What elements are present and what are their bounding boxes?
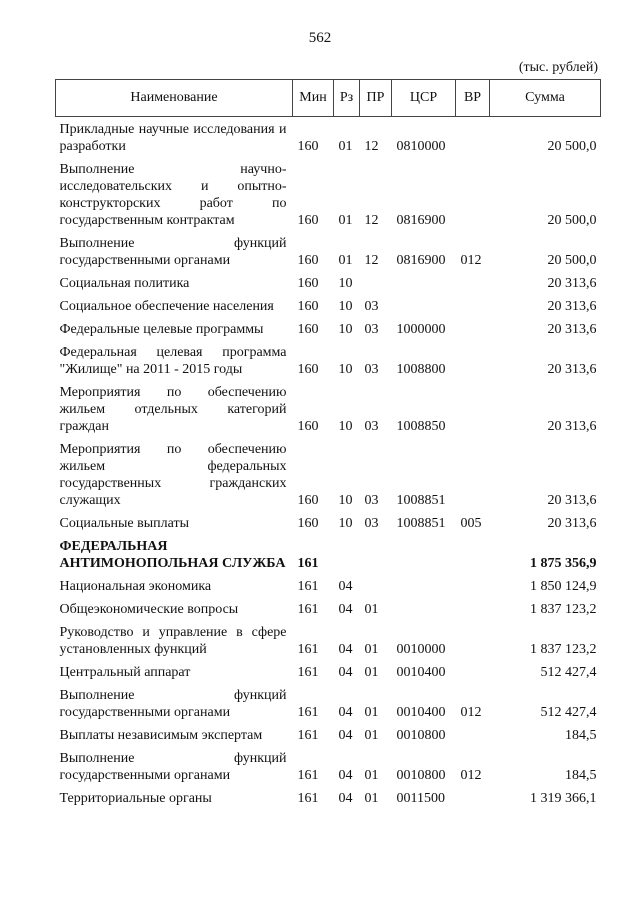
- cell-csr: [392, 574, 456, 597]
- cell-min: 161: [297, 768, 319, 783]
- cell-min: 161: [297, 791, 319, 806]
- cell-sum: 20 313,6: [547, 419, 597, 434]
- cell-pr: 03: [364, 299, 379, 314]
- cell-sum: 20 500,0: [547, 253, 597, 268]
- cell-name: Социальная политика: [59, 276, 190, 291]
- cell-min: 160: [297, 516, 319, 531]
- cell-vr: [456, 786, 490, 809]
- cell-vr: [456, 660, 490, 683]
- header-sum: Сумма: [490, 80, 601, 117]
- table-row: [56, 437, 601, 511]
- cell-sum: 20 500,0: [547, 213, 597, 228]
- cell-name: Территориальные органы: [59, 791, 212, 806]
- cell-min: 160: [297, 139, 319, 154]
- cell-min: 161: [297, 579, 319, 594]
- table-row: [56, 231, 601, 271]
- cell-vr: [456, 271, 490, 294]
- table-row: [56, 574, 601, 597]
- cell-csr: 0010400: [396, 705, 446, 720]
- cell-csr: 1008850: [396, 419, 446, 434]
- table-row: [56, 746, 601, 786]
- cell-name: Мероприятия по обеспечению жильем федеральных государственных гражданских служащих: [59, 442, 287, 508]
- cell-rz: 04: [338, 665, 353, 680]
- cell-vr: 012: [460, 705, 482, 720]
- cell-sum: 20 313,6: [547, 322, 597, 337]
- table-row: [56, 317, 601, 340]
- cell-rz: 10: [338, 299, 353, 314]
- cell-name: Выполнение функций государственными органами: [59, 688, 287, 720]
- cell-csr: 0810000: [396, 139, 446, 154]
- cell-sum: 1 875 356,9: [530, 556, 597, 571]
- cell-rz: 10: [338, 276, 353, 291]
- cell-sum: 20 313,6: [547, 516, 597, 531]
- cell-sum: 20 313,6: [547, 362, 597, 377]
- header-csr: ЦСР: [392, 80, 456, 117]
- cell-vr: [456, 380, 490, 437]
- cell-pr: 01: [364, 768, 379, 783]
- cell-csr: 1008851: [396, 493, 446, 508]
- table-row: [56, 723, 601, 746]
- cell-vr: [456, 574, 490, 597]
- cell-csr: 0010000: [396, 642, 446, 657]
- cell-pr: 12: [364, 213, 379, 228]
- cell-vr: [456, 294, 490, 317]
- cell-pr: 01: [364, 728, 379, 743]
- table-row: [56, 683, 601, 723]
- header-name: Наименование: [56, 80, 293, 117]
- cell-sum: 20 313,6: [547, 493, 597, 508]
- cell-name: Выполнение функций государственными органами: [59, 236, 287, 268]
- units-label: (тыс. рублей): [518, 60, 598, 75]
- cell-min: 160: [297, 299, 319, 314]
- cell-rz: 04: [338, 728, 353, 743]
- cell-sum: 1 837 123,2: [530, 642, 597, 657]
- cell-sum: 1 850 124,9: [530, 579, 597, 594]
- cell-csr: 0011500: [396, 791, 445, 806]
- cell-sum: 184,5: [565, 768, 597, 783]
- cell-min: 161: [297, 728, 319, 743]
- cell-vr: [456, 620, 490, 660]
- table-header: [56, 80, 601, 117]
- budget-table: [55, 79, 601, 809]
- table-row: [56, 157, 601, 231]
- cell-csr: 1008851: [396, 516, 446, 531]
- cell-vr: [456, 340, 490, 380]
- cell-rz: 04: [338, 642, 353, 657]
- table-row: [56, 620, 601, 660]
- cell-pr: 12: [364, 139, 379, 154]
- cell-vr: [456, 157, 490, 231]
- cell-min: 160: [297, 493, 319, 508]
- page-number: 562: [308, 30, 332, 46]
- cell-pr: 01: [364, 602, 379, 617]
- cell-pr: 03: [364, 322, 379, 337]
- header-pr: ПР: [360, 80, 392, 117]
- table-row: [56, 786, 601, 809]
- cell-name: Федеральные целевые программы: [59, 322, 264, 337]
- cell-csr: 1008800: [396, 362, 446, 377]
- cell-name: Социальные выплаты: [59, 516, 190, 531]
- cell-csr: 0010800: [396, 728, 446, 743]
- cell-min: 161: [297, 705, 319, 720]
- cell-rz: 10: [338, 516, 353, 531]
- cell-vr: [456, 317, 490, 340]
- cell-sum: 20 500,0: [547, 139, 597, 154]
- cell-vr: [456, 437, 490, 511]
- table-row: [56, 511, 601, 534]
- cell-pr: [360, 534, 392, 574]
- cell-vr: 005: [460, 516, 482, 531]
- cell-vr: [456, 723, 490, 746]
- cell-name: Общеэкономические вопросы: [59, 602, 239, 617]
- cell-name: Федеральная целевая программа "Жилище" на 2011 - 2015 годы: [59, 345, 287, 377]
- cell-sum: 20 313,6: [547, 299, 597, 314]
- header-vr: ВР: [456, 80, 490, 117]
- cell-sum: 20 313,6: [547, 276, 597, 291]
- cell-csr: 1000000: [396, 322, 446, 337]
- cell-rz: 04: [338, 768, 353, 783]
- cell-csr: 0816900: [396, 213, 446, 228]
- cell-vr: 012: [460, 768, 482, 783]
- cell-min: 161: [297, 665, 319, 680]
- cell-rz: 10: [338, 419, 353, 434]
- cell-pr: 12: [364, 253, 379, 268]
- cell-name: Руководство и управление в сфере установленных функций: [59, 625, 287, 657]
- table-row: [56, 340, 601, 380]
- table-row: [56, 597, 601, 620]
- cell-rz: 01: [338, 253, 353, 268]
- table-row: [56, 271, 601, 294]
- cell-min: 160: [297, 276, 319, 291]
- cell-csr: 0010800: [396, 768, 446, 783]
- table-row: [56, 294, 601, 317]
- cell-min: 160: [297, 213, 319, 228]
- cell-name: Центральный аппарат: [59, 665, 191, 680]
- cell-name: ФЕДЕРАЛЬНАЯ АНТИМОНОПОЛЬНАЯ СЛУЖБА: [59, 539, 286, 571]
- table-row: [56, 380, 601, 437]
- cell-pr: 01: [364, 665, 379, 680]
- cell-rz: 04: [338, 705, 353, 720]
- cell-pr: 01: [364, 642, 379, 657]
- cell-min: 161: [297, 602, 319, 617]
- table-row: [56, 534, 601, 574]
- cell-min: 161: [297, 642, 319, 657]
- cell-pr: 03: [364, 419, 379, 434]
- cell-pr: [360, 271, 392, 294]
- cell-rz: 04: [338, 602, 353, 617]
- cell-csr: 0010400: [396, 665, 446, 680]
- cell-pr: 01: [364, 705, 379, 720]
- cell-name: Национальная экономика: [59, 579, 212, 594]
- cell-pr: 03: [364, 516, 379, 531]
- cell-vr: [456, 534, 490, 574]
- cell-min: 160: [297, 253, 319, 268]
- cell-rz: 10: [338, 362, 353, 377]
- cell-sum: 512 427,4: [540, 705, 597, 720]
- cell-min: 161: [297, 556, 319, 571]
- cell-rz: 01: [338, 139, 353, 154]
- cell-sum: 184,5: [565, 728, 597, 743]
- cell-rz: [334, 534, 360, 574]
- cell-csr: [392, 534, 456, 574]
- cell-min: 160: [297, 419, 319, 434]
- cell-rz: 04: [338, 579, 353, 594]
- cell-rz: 10: [338, 322, 353, 337]
- cell-name: Прикладные научные исследования и разработки: [59, 122, 287, 154]
- cell-pr: 01: [364, 791, 379, 806]
- cell-name: Выполнение научно-исследовательских и опытно-конструкторских работ по государственным контрактам: [59, 162, 287, 228]
- cell-pr: 03: [364, 493, 379, 508]
- cell-rz: 01: [338, 213, 353, 228]
- cell-csr: [392, 294, 456, 317]
- cell-csr: [392, 271, 456, 294]
- table-body: [56, 117, 601, 810]
- cell-name: Выполнение функций государственными органами: [59, 751, 287, 783]
- cell-csr: [392, 597, 456, 620]
- cell-rz: 10: [338, 493, 353, 508]
- cell-sum: 512 427,4: [540, 665, 597, 680]
- cell-name: Социальное обеспечение населения: [59, 299, 274, 314]
- cell-vr: 012: [460, 253, 482, 268]
- cell-rz: 04: [338, 791, 353, 806]
- cell-sum: 1 837 123,2: [530, 602, 597, 617]
- cell-vr: [456, 597, 490, 620]
- header-min: Мин: [293, 80, 334, 117]
- cell-csr: 0816900: [396, 253, 446, 268]
- cell-name: Мероприятия по обеспечению жильем отдельных категорий граждан: [59, 385, 287, 434]
- table-row: [56, 660, 601, 683]
- cell-sum: 1 319 366,1: [530, 791, 597, 806]
- cell-vr: [456, 117, 490, 158]
- header-rz: Рз: [334, 80, 360, 117]
- cell-min: 160: [297, 362, 319, 377]
- cell-pr: 03: [364, 362, 379, 377]
- cell-name: Выплаты независимым экспертам: [59, 728, 263, 743]
- table-row: [56, 117, 601, 158]
- cell-min: 160: [297, 322, 319, 337]
- cell-pr: [360, 574, 392, 597]
